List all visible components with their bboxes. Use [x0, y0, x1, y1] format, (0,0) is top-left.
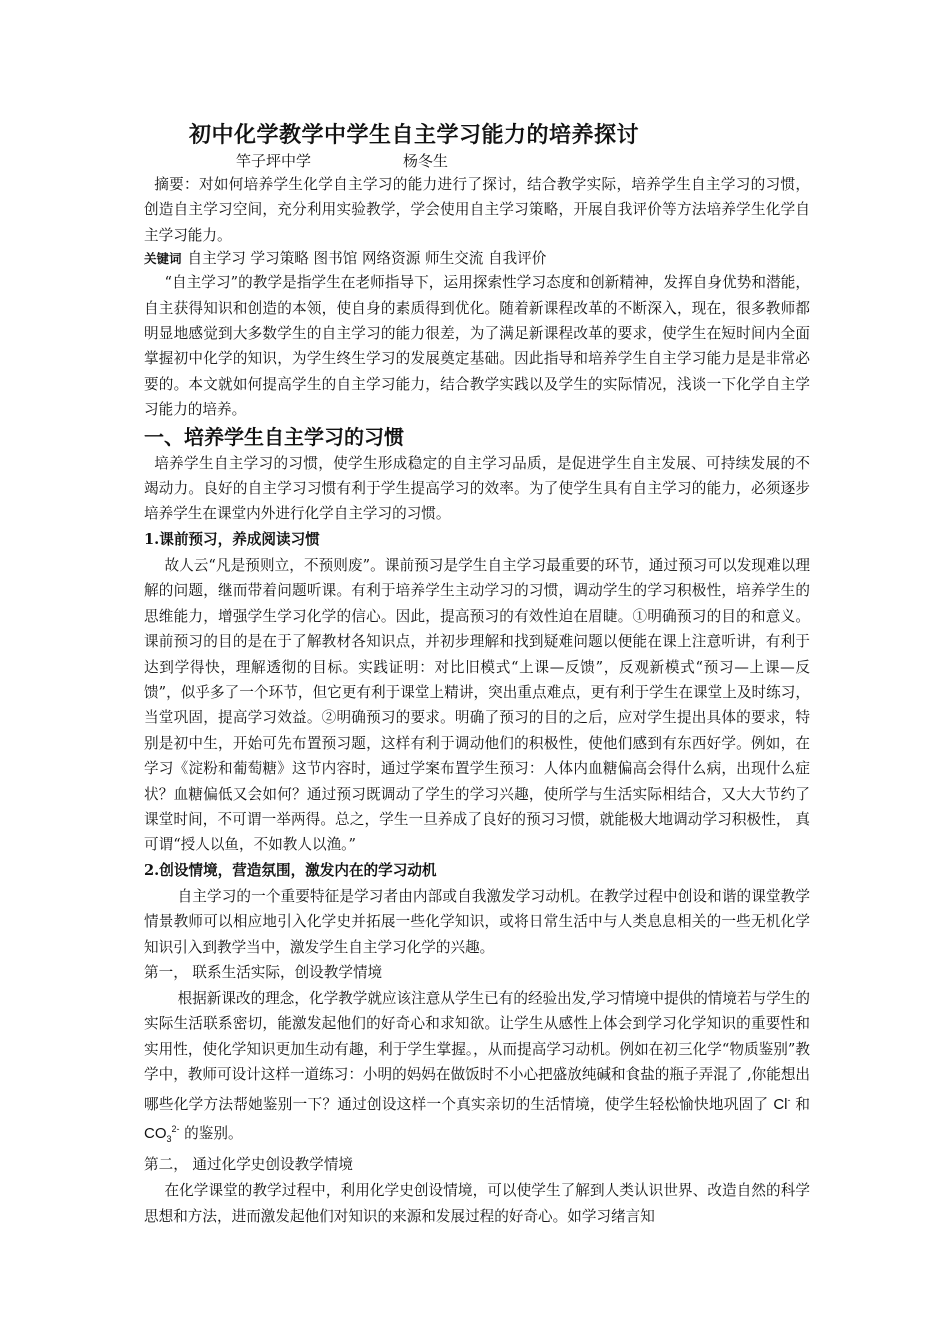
chloride-formula: Cl- [773, 1094, 791, 1113]
carbonate-formula: $CO_3^{2-}$ [144, 1124, 180, 1144]
author-name: 杨冬生 [403, 152, 449, 170]
keywords-line [144, 248, 810, 270]
subsection-heading-1: 1.课前预习，养成阅读习惯 [144, 530, 320, 548]
byline [144, 150, 810, 172]
point-heading-2: 第二， 通过化学史创设教学情境 [144, 1156, 353, 1174]
keywords: 自主学习 学习策略 图书馆 网络资源 师生交流 自我评价 [187, 250, 547, 268]
section-heading: 一、培养学生自主学习的习惯 [144, 424, 404, 449]
section-paragraph: 培养学生自主学习的习惯，使学生形成稳定的自主学习品质，是促进学生自主发展、可持续发展的不竭动力。良好的自主学习习惯有利于学生提高学习的效率。为了使学生具有自主学习的能力，必须逐步培养学生在课堂内外进行化学自主学习的习惯。 [144, 454, 810, 523]
point-paragraph-1-text: 根据新课改的理念，化学教学就应该注意从学生已有的经验出发,学习情境中提供的情境若与学生的实际生活联系密切，能激发起他们的好奇心和求知欲。让学生从感性上体会到学习化学知识的重要性和实用性，使化学知识更加生动有趣，利于学生掌握。，从而提高学习动机。例如在初三化学“物质鉴别”教学中，教师可设计这样一道练习：小明的妈妈在做饭时不小心把盛放纯碱和食盐的瓶子弄混了 ,你能想出哪些化学方法帮她鉴别一下？通过创设这样一个真实亲切的生活情境，使学生轻松愉快地巩固了 [144, 989, 811, 1113]
subsection-paragraph-1: 故人云“凡是预则立，不预则废”。课前预习是学生自主学习最重要的环节，通过预习可以发现难以理解的问题，继而带着问题听课。有利于培养学生主动学习的习惯，调动学生的学习积极性，培养学生的思维能力，增强学生学习化学的信心。因此，提高预习的有效性迫在眉睫。①明确预习的目的和意义。课前预习的目的是在于了解教材各知识点，并初步理解和找到疑难问题以便能在课上注意听讲，有利于达到学得快，理解透彻的目标。实践证明：对比旧模式“上课—反馈”，反观新模式“预习—上课—反馈”，似乎多了一个环节，但它更有利于课堂上精讲，突出重点难点，更有利于学生在课堂上及时练习，当堂巩固，提高学习效益。②明确预习的要求。明确了预习的目的之后，应对学生提出具体的要求，特别是初中生，开始可先布置预习题，这样有利于调动他们的积极性，使他们感到有东西好学。例如，在学习《淀粉和葡萄糖》这节内容时，通过学案布置学生预习：人体内血糖偏高会得什么病，出现什么症状？血糖偏低又会如何？通过预习既调动了学生的学习兴趣，使所学与生活实际相结合，又大大节约了课堂时间，不可谓一举两得。总之，学生一旦养成了良好的预习习惯，就能极大地调动学习积极性， 真可谓“授人以鱼，不如教人以渔。” [144, 556, 810, 854]
point-heading-1: 第一， 联系生活实际，创设教学情境 [144, 963, 383, 981]
point-paragraph-2: 在化学课堂的教学过程中，利用化学史创设情境，可以使学生了解到人类认识世界、改造自然的科学思想和方法，进而激发起他们对知识的来源和发展过程的好奇心。如学习绪言知 [144, 1182, 810, 1225]
keywords-label: 关键词 [144, 251, 182, 267]
article [144, 120, 810, 1229]
article-title: 初中化学教学中学生自主学习能力的培养探讨 [189, 122, 640, 148]
abstract: 摘要：对如何培养学生化学自主学习的能力进行了探讨，结合教学实际，培养学生自主学习的习惯，创造自主学习空间，充分利用实验教学，学会使用自主学习策略，开展自我评价等方法培养学生化学自主学习能力。 [144, 176, 810, 244]
school-name: 竿子坪中学 [236, 152, 312, 170]
point-paragraph-1-end: 的鉴别。 [184, 1125, 243, 1142]
conjunction: 和 [795, 1095, 811, 1113]
intro-paragraph: “自主学习”的教学是指学生在老师指导下，运用探索性学习态度和创新精神，发挥自身优势和潜能，自主获得知识和创造的本领，使自身的素质得到优化。随着新课程改革的不断深入，现在，很多教师都明显地感觉到大多数学生的自主学习的能力很差，为了满足新课程改革的要求，使学生在短时间内全面掌握初中化学的知识，为学生终生学习的发展奠定基础。因此指导和培养学生自主学习能力是是非常必要的。本文就如何提高学生的自主学习能力，结合教学实践以及学生的实际情况，浅谈一下化学自主学习能力的培养。 [144, 274, 810, 419]
subsection-heading-2: 2.创设情境，营造氛围，激发内在的学习动机 [144, 861, 437, 879]
point-paragraph-1 [144, 986, 810, 1152]
subsection-paragraph-2: 自主学习的一个重要特征是学习者由内部或自我激发学习动机。在教学过程中创设和谐的课堂教学情景教师可以相应地引入化学史并拓展一些化学知识，或将日常生活中与人类息息相关的一些无机化学知识引入到教学当中，激发学生自主学习化学的兴趣。 [144, 887, 810, 956]
